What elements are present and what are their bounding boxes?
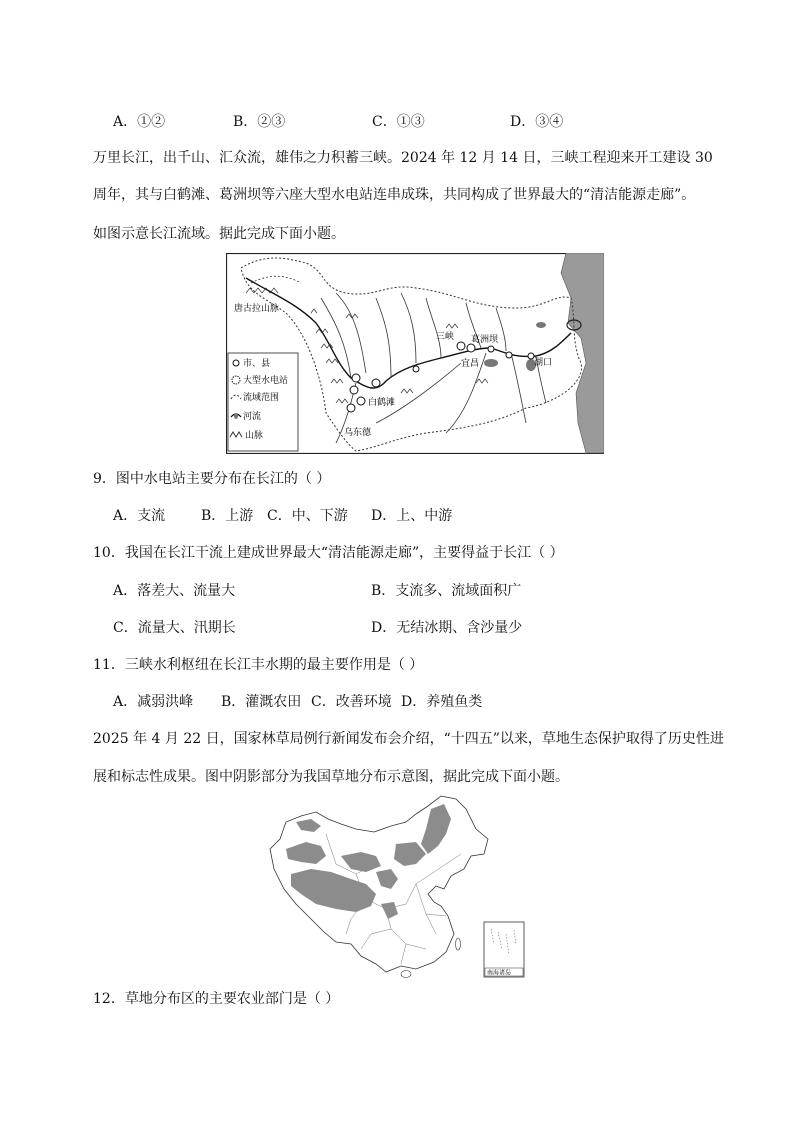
- inset-label: 南海诸岛: [487, 969, 512, 977]
- legend-hydropower: 大型水电站: [243, 376, 289, 386]
- legend-boundary: 流域范围: [243, 393, 280, 403]
- q11-option-d: D．养殖鱼类: [401, 694, 483, 710]
- yangtze-basin-map: [226, 253, 604, 454]
- map-label-baihetan: 白鹤滩: [368, 398, 396, 408]
- taiwan-island: [456, 938, 461, 950]
- passage1-line-1: 万里长江，出千山、汇众流，雄伟之力积蓄三峡。2024 年 12 月 14 日，三峡工程迎来开工建设 30: [93, 150, 713, 166]
- passage1-line-3: 如图示意长江流域。据此完成下面小题。: [93, 226, 345, 242]
- q11-option-b: B．灌溉农田: [221, 694, 302, 710]
- legend-hydropower-symbol: [232, 376, 240, 384]
- hainan-island: [401, 971, 411, 978]
- q9-option-c: C．中、下游: [267, 508, 348, 524]
- q10-option-c: C．流量大、汛期长: [113, 620, 236, 636]
- q8-option-b: B．②③: [233, 114, 286, 130]
- map-label-wudongde: 乌东德: [344, 428, 372, 438]
- map-label-gezhouba: 葛洲坝: [471, 335, 499, 345]
- q8-option-d: D．③④: [510, 114, 564, 130]
- map-legend: [228, 353, 298, 451]
- dongting-lake: [484, 359, 498, 367]
- q8-option-a: A．①②: [113, 114, 166, 130]
- south-china-sea-inset: [484, 922, 524, 977]
- q8-option-c: C．①③: [372, 114, 425, 130]
- map-label-hukou: 湖口: [534, 358, 553, 368]
- q9-stem: 9．图中水电站主要分布在长江的（ ）: [93, 471, 331, 487]
- china-grassland-map: [266, 794, 536, 980]
- map-label-sanxia: 三峡: [436, 332, 455, 342]
- q11-option-a: A．减弱洪峰: [113, 694, 194, 710]
- q9-option-d: D．上、中游: [371, 508, 453, 524]
- passage1-line-2: 周年，其与白鹤滩、葛洲坝等六座大型水电站连串成珠，共同构成了世界最大的“清洁能源走廊”。: [93, 187, 696, 203]
- legend-mountain: 山脉: [245, 431, 264, 441]
- q11-stem: 11．三峡水利枢纽在长江丰水期的最主要作用是（ ）: [93, 657, 424, 673]
- map-label-mountain: 唐古拉山脉: [234, 304, 280, 314]
- legend-city: 市、县: [243, 359, 271, 369]
- q10-option-b: B．支流多、流域面积广: [371, 583, 522, 599]
- q10-option-d: D．无结冰期、含沙量少: [371, 620, 523, 636]
- map-label-yichang: 宜昌: [461, 359, 480, 369]
- q10-option-a: A．落差大、流量大: [113, 583, 236, 599]
- q12-stem: 12．草地分布区的主要农业部门是（ ）: [93, 991, 340, 1007]
- q11-option-c: C．改善环境: [311, 694, 392, 710]
- legend-city-symbol: [233, 360, 239, 366]
- q9-option-b: B．上游: [201, 508, 254, 524]
- passage2-line-2: 展和标志性成果。图中阴影部分为我国草地分布示意图，据此完成下面小题。: [93, 769, 569, 785]
- q9-option-a: A．支流: [113, 508, 166, 524]
- q10-stem: 10．我国在长江干流上建成世界最大“清洁能源走廊”，主要得益于长江（ ）: [93, 545, 564, 561]
- passage2-line-1: 2025 年 4 月 22 日，国家林草局例行新闻发布会介绍，“十四五”以来，草地生态保护取得了历史性进: [93, 731, 724, 747]
- legend-river: 河流: [243, 412, 262, 422]
